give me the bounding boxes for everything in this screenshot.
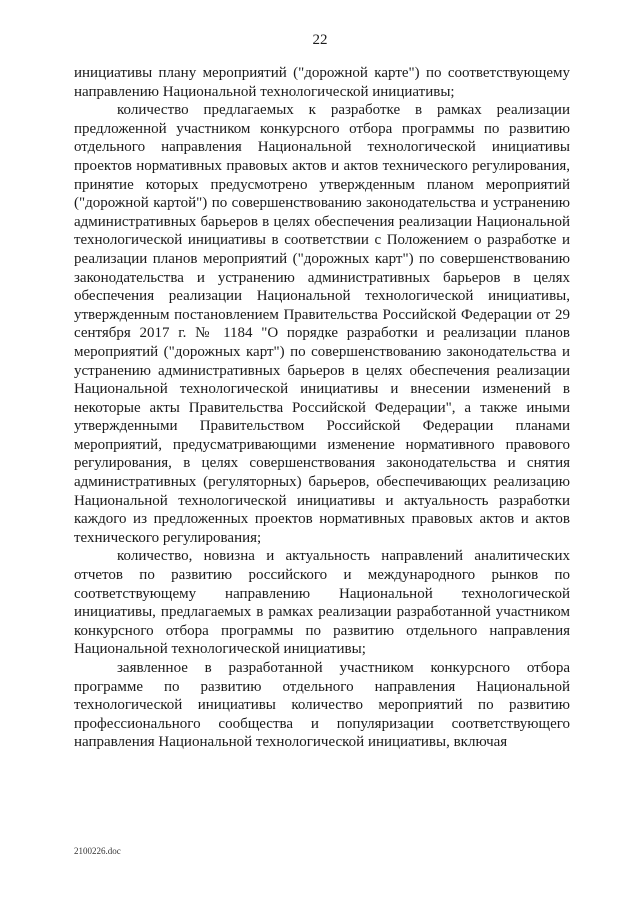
paragraph-draft-acts-count: количество предлагаемых к разработке в рамках реализации предложенной участником конкурсного отбора программы по развитию отдельного направления Национальной технологической инициативы проектов нормативных правовых актов и актов технического регулирования, принятие которых предусмотрено утвержденным планом мероприятий ("дорожной картой") по совершенствованию законодательства и устранению административных барьеров в целях обеспечения реализации Национальной технологической инициативы в соответствии с Положением о разработке и реализации планов мероприятий ("дорожных карт") по совершенствованию законодательства и устранению административных барьеров в целях обеспечения реализации Национальной технологической инициативы, утвержденным постановлением Правительства Российской Федерации от 29 сентября 2017 г. № 1184 "О порядке разработки и реализации планов мероприятий ("дорожных карт") по совершенствованию законодательства и устранению административных барьеров в целях обеспечения реализации Национальной технологической инициативы и внесении изменений в некоторые акты Правительства Российской Федерации", а также иными утвержденными Правительством Российской Федерации планами мероприятий, предусматривающими изменение нормативного правового регулирования, в целях совершенствования законодательства и снятия административных (регуляторных) барьеров, обеспечивающих реализацию Национальной технологической инициативы и актуальность разработки каждого из предложенных проектов нормативных правовых актов и актов технического регулирования; [74, 102, 570, 546]
paragraph-continuation: инициативы плану мероприятий ("дорожной карте") по соответствующему направлению Национальной технологической инициативы; [74, 65, 570, 100]
paragraph-analytical-reports: количество, новизна и актуальность направлений аналитических отчетов по развитию российского и международного рынков по соответствующему направлению Национальной технологической инициативы, предлагаемых в рамках реализации разработанной участником конкурсного отбора программы по развитию отдельного направления Национальной технологической инициативы; [74, 548, 570, 658]
document-body [74, 64, 570, 752]
footer-document-ref: 2100226.doc [74, 846, 121, 856]
paragraph-community-events: заявленное в разработанной участником конкурсного отбора программе по развитию отдельного направления Национальной технологической инициативы количество мероприятий по развитию профессионального сообщества и популяризации соответствующего направления Национальной технологической инициативы, включая [74, 660, 570, 751]
page-number: 22 [312, 32, 328, 48]
